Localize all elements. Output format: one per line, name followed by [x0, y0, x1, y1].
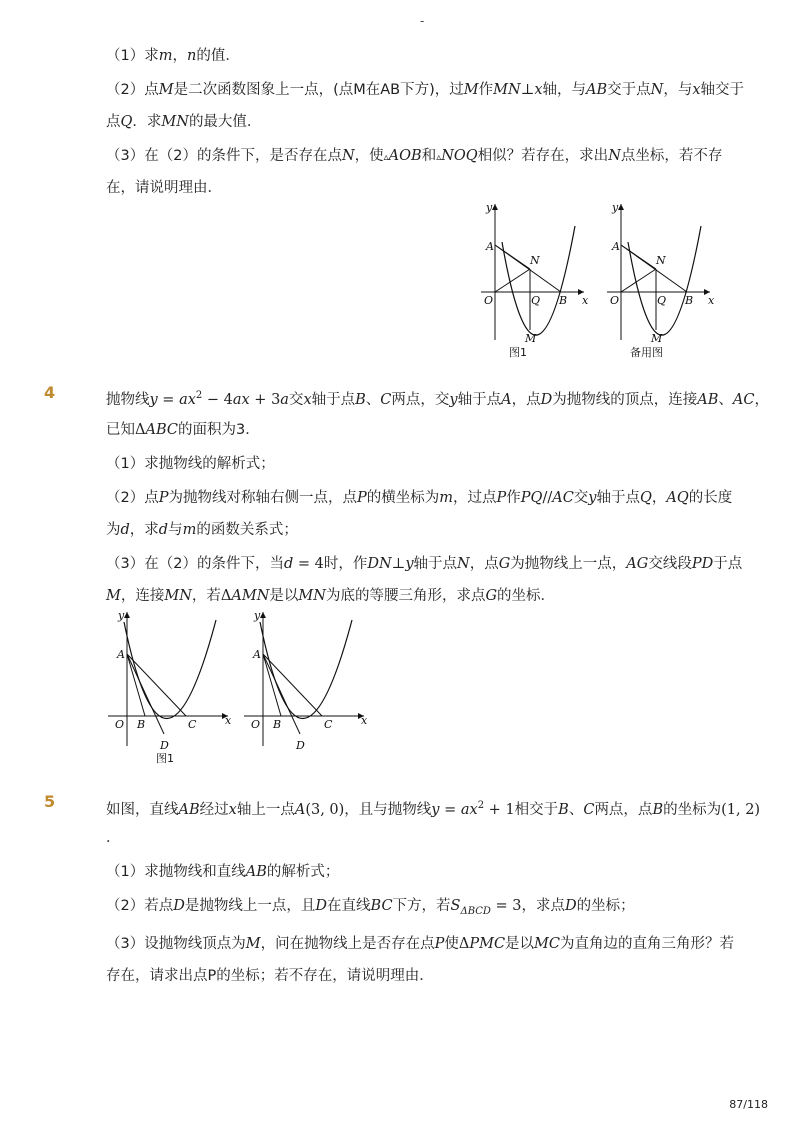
svg-text:A: A [117, 648, 125, 661]
q3-part3-line2: 在，请说明理由． [106, 180, 222, 196]
svg-text:Q: Q [657, 294, 667, 307]
q3-figure-2 [602, 200, 722, 360]
q5-stem-line1: 如图，直线AB经过x轴上一点A(3, 0)，且与抛物线$y = ax^2 + 1$相交于B、C两点，点B的坐标为(1, 2) [106, 800, 761, 818]
q4-figure-2 [240, 606, 380, 766]
q4-part2-line1: （2）点P为抛物线对称轴右侧一点，点P的横坐标为m，过点P作PQ//AC交y轴于点Q，AQ的长度 [106, 490, 733, 506]
svg-text:A: A [253, 648, 261, 661]
question-number-4: 4 [44, 383, 56, 402]
question-number-5: 5 [44, 792, 56, 811]
svg-text:A: A [486, 240, 494, 253]
svg-text:备用图: 备用图 [630, 346, 663, 359]
q3-part1: （1）求m，n的值． [106, 48, 240, 64]
svg-text:B: B [559, 294, 568, 307]
svg-text:A: A [612, 240, 620, 253]
q3-part3-line1: （3）在（2）的条件下，是否存在点N，使▵AOB和▵NOQ相似？若存在，求出N点坐标，若不存 [106, 148, 723, 164]
svg-text:x: x [582, 294, 589, 307]
svg-text:M: M [525, 332, 537, 345]
q5-part2: （2）若点D是抛物线上一点，且D在直线BC下方，若$S_{\Delta BCD} = 3$，求点D的坐标； [106, 898, 635, 917]
svg-text:O: O [610, 294, 620, 307]
svg-text:Q: Q [531, 294, 541, 307]
q5-part1: （1）求抛物线和直线AB的解析式； [106, 864, 340, 880]
q4-stem-line2: 已知ΔABC的面积为3． [106, 422, 260, 438]
svg-text:x: x [708, 294, 715, 307]
q4-part3-line2: M，连接MN，若ΔAMN是以MN为底的等腰三角形，求点G的坐标． [106, 588, 556, 604]
svg-text:O: O [115, 718, 125, 731]
svg-text:D: D [160, 739, 169, 752]
svg-text:y: y [254, 609, 261, 622]
svg-text:C: C [324, 718, 333, 731]
svg-text:D: D [296, 739, 305, 752]
q4-part2-line2: 为d，求d与m的函数关系式； [106, 522, 298, 538]
svg-text:y: y [118, 609, 125, 622]
q5-stem-line2: ． [106, 830, 121, 846]
svg-text:B: B [273, 718, 282, 731]
svg-text:M: M [651, 332, 663, 345]
q3-part2-line2: 点Q．求MN的最大值． [106, 114, 262, 130]
svg-text:x: x [361, 714, 368, 727]
q3-part2-line1: （2）点M是二次函数图象上一点，(点M在AB下方)，过M作MN⊥x轴，与AB交于点N，与x轴交于 [106, 82, 745, 98]
svg-text:y: y [612, 201, 619, 214]
svg-text:x: x [225, 714, 232, 727]
q3-figure-1 [476, 200, 596, 360]
svg-text:B: B [137, 718, 146, 731]
svg-text:y: y [486, 201, 493, 214]
svg-text:N: N [656, 254, 666, 267]
q5-part3-line2: 存在，请求出点P的坐标；若不存在，请说明理由． [106, 968, 434, 984]
q4-part3-line1: （3）在（2）的条件下，当d = 4时，作DN⊥y轴于点N，点G为抛物线上一点，AG交线段PD于点 [106, 556, 743, 572]
svg-text:C: C [188, 718, 197, 731]
page-top-mark: - [420, 14, 425, 28]
q4-part1: （1）求抛物线的解析式； [106, 456, 275, 472]
svg-text:O: O [251, 718, 261, 731]
svg-text:B: B [685, 294, 694, 307]
svg-text:图1: 图1 [156, 752, 174, 765]
svg-text:图1: 图1 [509, 346, 527, 359]
q5-part3-line1: （3）设抛物线顶点为M，问在抛物线上是否存在点P使ΔPMC是以MC为直角边的直角三角形？若 [106, 936, 734, 952]
q4-figure-1 [104, 606, 244, 766]
svg-text:O: O [484, 294, 494, 307]
svg-text:N: N [530, 254, 540, 267]
q4-stem-line1: 抛物线$y = ax^2 - 4ax + 3a$交x轴于点B、C两点，交y轴于点A，点D为抛物线的顶点，连接AB、AC， [106, 390, 769, 408]
page-number: 87/118 [729, 1098, 768, 1111]
